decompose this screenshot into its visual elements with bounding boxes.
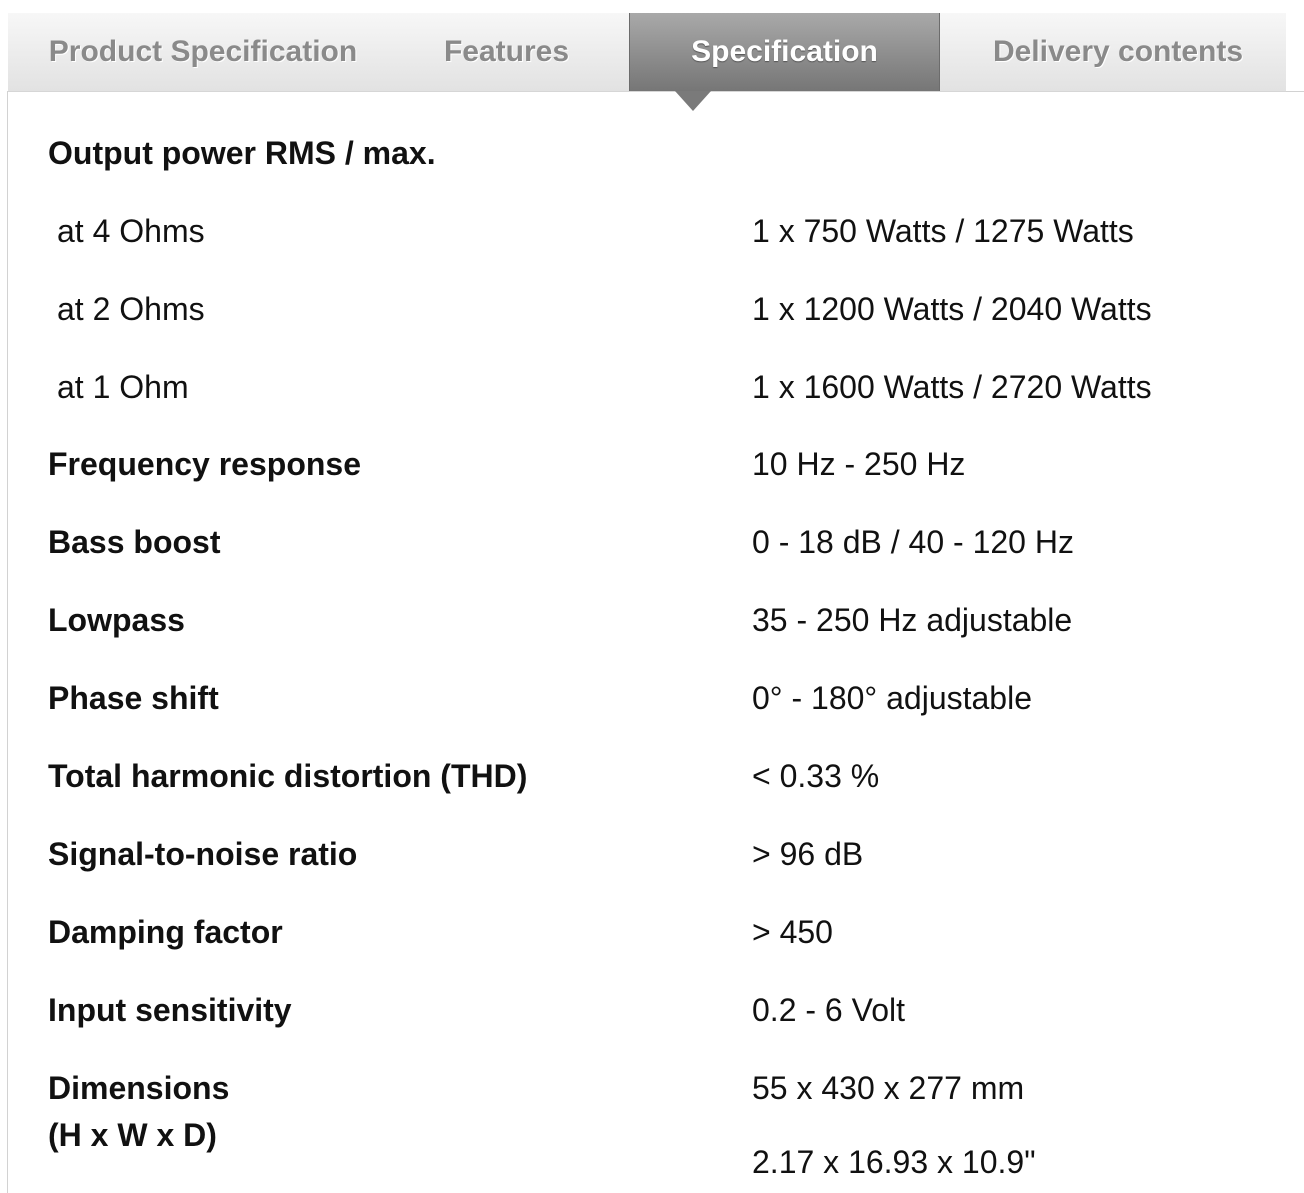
spec-label: Total harmonic distortion (THD) [48, 758, 528, 794]
spec-label-secondary: (H x W x D) [48, 1117, 217, 1153]
spec-label: Damping factor [48, 914, 283, 950]
spec-value: 0 - 18 dB / 40 - 120 Hz [752, 524, 1074, 560]
spec-value: 55 x 430 x 277 mm [752, 1070, 1025, 1106]
spec-value: 0° - 180° adjustable [752, 680, 1032, 716]
spec-value: > 96 dB [752, 836, 864, 872]
spec-value: < 0.33 % [752, 758, 880, 794]
spec-value-secondary: 2.17 x 16.93 x 10.9" [752, 1144, 1036, 1180]
tab-product-specification[interactable]: Product Specification [48, 35, 358, 68]
spec-label: Phase shift [48, 680, 219, 716]
spec-label: Dimensions [48, 1070, 230, 1106]
spec-label: Output power RMS / max. [48, 135, 436, 171]
tab-features[interactable]: Features [443, 35, 570, 68]
spec-value: > 450 [752, 914, 833, 950]
spec-label: Input sensitivity [48, 992, 292, 1028]
spec-value: 1 x 1200 Watts / 2040 Watts [752, 291, 1152, 327]
spec-label: Bass boost [48, 524, 221, 560]
tab-delivery-contents[interactable]: Delivery contents [992, 35, 1244, 68]
spec-value: 1 x 1600 Watts / 2720 Watts [752, 369, 1152, 405]
spec-label: at 1 Ohm [57, 369, 189, 405]
spec-value: 10 Hz - 250 Hz [752, 446, 966, 482]
spec-value: 35 - 250 Hz adjustable [752, 602, 1073, 638]
spec-value: 1 x 750 Watts / 1275 Watts [752, 213, 1134, 249]
spec-label: Signal-to-noise ratio [48, 836, 358, 872]
spec-label: Lowpass [48, 602, 185, 638]
tab-specification[interactable]: Specification [629, 13, 940, 91]
spec-label: at 2 Ohms [57, 291, 205, 327]
spec-label: Frequency response [48, 446, 361, 482]
spec-value: 0.2 - 6 Volt [752, 992, 905, 1028]
spec-label: at 4 Ohms [57, 213, 205, 249]
